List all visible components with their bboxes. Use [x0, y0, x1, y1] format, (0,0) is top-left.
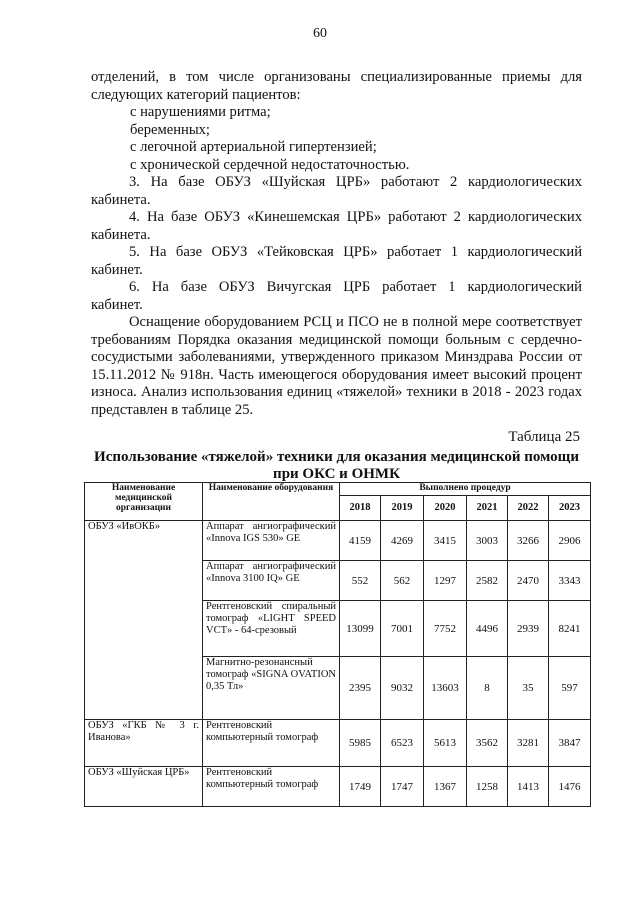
header-year: 2022: [508, 496, 549, 521]
value-cell: 3266: [508, 521, 549, 561]
table-row: [85, 720, 591, 767]
value-cell: 5985: [340, 720, 381, 767]
table-title: Использование «тяжелой» техники для оказания медицинской помощи при ОКС и ОНМК: [94, 449, 579, 482]
value-cell: 3562: [467, 720, 508, 767]
header-equipment: Наименование оборудования: [203, 483, 340, 521]
value-cell: 1297: [424, 561, 467, 601]
value-cell: 9032: [381, 657, 424, 720]
value-cell: 3415: [424, 521, 467, 561]
value-cell: 3343: [549, 561, 591, 601]
org-cell: ОБУЗ «Шуйская ЦРБ»: [85, 767, 203, 807]
org-cell: ОБУЗ «ИвОКБ»: [85, 521, 203, 720]
numbered-item-cont: кабинета.: [91, 191, 151, 208]
value-cell: 7752: [424, 601, 467, 657]
value-cell: 6523: [381, 720, 424, 767]
value-cell: 4496: [467, 601, 508, 657]
value-cell: 2395: [340, 657, 381, 720]
value-cell: 1747: [381, 767, 424, 807]
numbered-item: 4. На базе ОБУЗ «Кинешемская ЦРБ» работают 2 кардиологических: [129, 209, 582, 225]
header-year: 2018: [340, 496, 381, 521]
value-cell: 1749: [340, 767, 381, 807]
table-row: [85, 767, 591, 807]
paragraph-line: отделений, в том числе организованы специализированные приемы для: [91, 69, 582, 85]
equipment-cell: Рентгеновский спиральный томограф «LIGHT SPEED VCT» - 64-срезовый: [203, 601, 340, 657]
value-cell: 8: [467, 657, 508, 720]
list-item: с хронической сердечной недостаточностью.: [130, 156, 410, 173]
equipment-cell: Аппарат ангиографический «Innova 3100 IQ» GE: [203, 561, 340, 601]
numbered-item-cont: кабинета.: [91, 226, 151, 243]
header-org: Наименование медицинской организации: [85, 483, 203, 521]
value-cell: 1258: [467, 767, 508, 807]
value-cell: 3281: [508, 720, 549, 767]
numbered-item-cont: кабинет.: [91, 296, 143, 313]
value-cell: 1413: [508, 767, 549, 807]
value-cell: 2470: [508, 561, 549, 601]
value-cell: 3003: [467, 521, 508, 561]
value-cell: 13099: [340, 601, 381, 657]
numbered-item: 3. На базе ОБУЗ «Шуйская ЦРБ» работают 2 кардиологических: [129, 174, 582, 190]
header-year: 2020: [424, 496, 467, 521]
numbered-item: 5. На базе ОБУЗ «Тейковская ЦРБ» работает 1 кардиологический: [129, 244, 582, 260]
org-cell: ОБУЗ «ГКБ № 3 г. Иванова»: [85, 720, 203, 767]
value-cell: 1367: [424, 767, 467, 807]
value-cell: 35: [508, 657, 549, 720]
list-item: с легочной артериальной гипертензией;: [130, 139, 377, 155]
table-caption: Таблица 25: [508, 429, 580, 445]
value-cell: 5613: [424, 720, 467, 767]
header-year: 2021: [467, 496, 508, 521]
numbered-item-cont: кабинет.: [91, 261, 143, 278]
value-cell: 8241: [549, 601, 591, 657]
value-cell: 7001: [381, 601, 424, 657]
equipment-cell: Рентгеновский компьютерный томограф: [203, 720, 340, 767]
numbered-item: 6. На базе ОБУЗ Вичугская ЦРБ работает 1 кардиологический: [129, 279, 582, 295]
equipment-paragraph: Оснащение оборудованием РСЦ и ПСО не в полной мере соответствует требованиям Порядка оказания медицинской помощи больным с сердечно-сосудистыми заболеваниями, утвержденного приказом Минздрава России от 15.11.2012 № 918н. Часть имеющегося оборудования имеет высокий процент износа. Анализ использования единиц «тяжелой» техники в 2018 - 2023 годах представлен в таблице 25.: [91, 314, 582, 418]
equipment-cell: Магнитно-резонансный томограф «SIGNA OVATION 0,35 Тл»: [203, 657, 340, 720]
list-item: беременных;: [130, 121, 210, 138]
value-cell: 3847: [549, 720, 591, 767]
equipment-cell: Рентгеновский компьютерный томограф: [203, 767, 340, 807]
paragraph-line: следующих категорий пациентов:: [91, 86, 301, 103]
table-row: [85, 521, 591, 561]
value-cell: 552: [340, 561, 381, 601]
equipment-usage-table: [84, 482, 591, 807]
page-number: 60: [313, 26, 327, 41]
value-cell: 4269: [381, 521, 424, 561]
value-cell: 562: [381, 561, 424, 601]
value-cell: 1476: [549, 767, 591, 807]
value-cell: 4159: [340, 521, 381, 561]
header-year: 2019: [381, 496, 424, 521]
value-cell: 2939: [508, 601, 549, 657]
header-procedures: Выполнено процедур: [340, 483, 591, 496]
list-item: с нарушениями ритма;: [130, 104, 271, 120]
value-cell: 13603: [424, 657, 467, 720]
header-year: 2023: [549, 496, 591, 521]
value-cell: 2906: [549, 521, 591, 561]
equipment-cell: Аппарат ангиографический «Innova IGS 530» GE: [203, 521, 340, 561]
value-cell: 597: [549, 657, 591, 720]
value-cell: 2582: [467, 561, 508, 601]
